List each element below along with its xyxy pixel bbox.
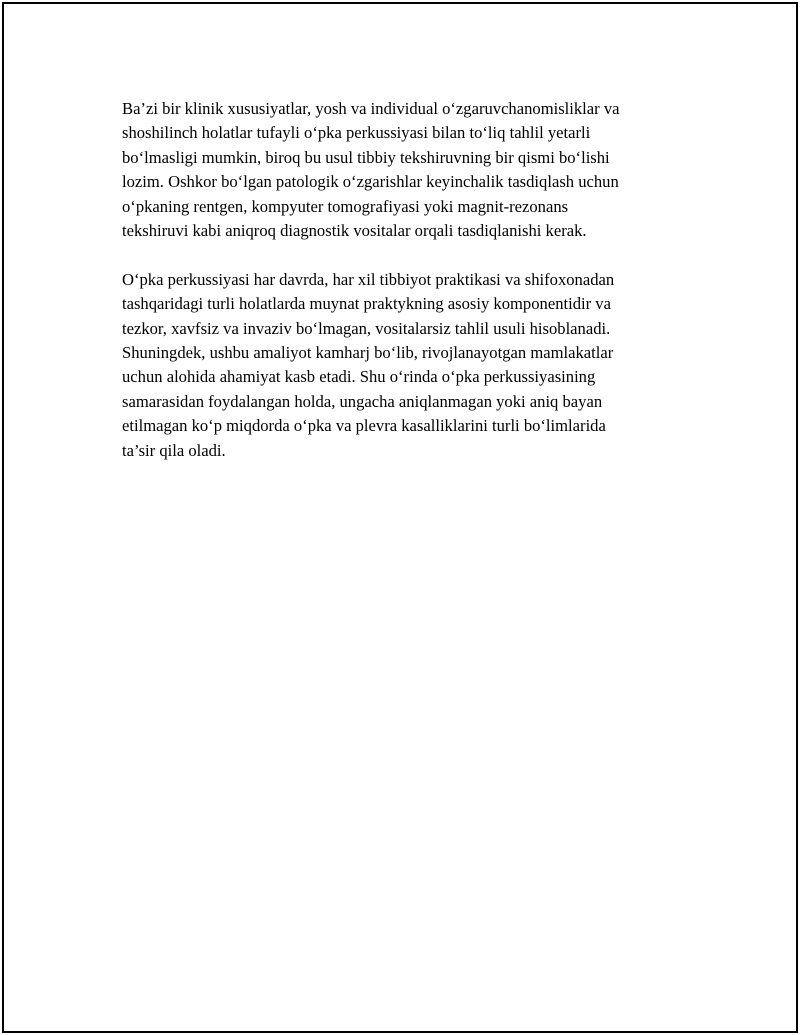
paragraph-2: [122, 268, 682, 463]
page-frame: [2, 2, 798, 1033]
text-line: o‘pkaning rentgen, kompyuter tomografiyasi yoki magnit-rezonans: [122, 196, 569, 216]
text-line: O‘pka perkussiyasi har davrda, har xil tibbiyot praktikasi va shifoxonadan: [122, 269, 615, 289]
text-line: bo‘lmasligi mumkin, biroq bu usul tibbiy tekshiruvning bir qismi bo‘lishi: [122, 147, 610, 167]
document-body: [122, 97, 682, 463]
text-line: Ba’zi bir klinik xususiyatlar, yosh va individual o‘zgaruvchanomisliklar va: [122, 99, 620, 118]
text-line: Shuningdek, ushbu amaliyot kamharj bo‘lib, rivojlanayotgan mamlakatlar: [122, 343, 614, 363]
text-line: uchun alohida ahamiyat kasb etadi. Shu o‘rinda o‘pka perkussiyasining: [122, 367, 596, 387]
text-line: samarasidan foydalangan holda, ungacha aniqlanmagan yoki aniq bayan: [122, 391, 603, 411]
text-line: tezkor, xavfsiz va invaziv bo‘lmagan, vositalarsiz tahlil usuli hisoblanadi.: [122, 318, 611, 338]
text-line: tekshiruvi kabi aniqroq diagnostik vositalar orqali tasdiqlanishi kerak.: [122, 221, 587, 241]
text-line: shoshilinch holatlar tufayli o‘pka perkussiyasi bilan to‘liq tahlil yetarli: [122, 123, 591, 143]
paragraph-1: [122, 97, 682, 243]
text-line: tashqaridagi turli holatlarda muynat praktykning asosiy komponentidir va: [122, 294, 611, 314]
text-line: ta’sir qila oladi.: [122, 440, 226, 460]
paragraph-spacer: [122, 243, 682, 267]
text-line: etilmagan ko‘p miqdorda o‘pka va plevra kasalliklarini turli bo‘limlarida: [122, 416, 606, 436]
text-line: lozim. Oshkor bo‘lgan patologik o‘zgarishlar keyinchalik tasdiqlash uchun: [122, 172, 619, 192]
